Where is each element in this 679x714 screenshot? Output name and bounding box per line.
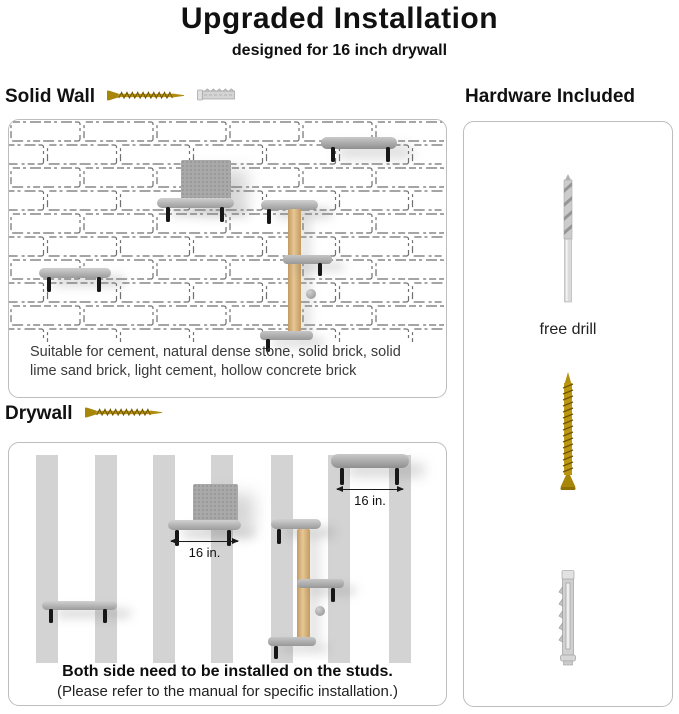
solid-wall-heading-row: [5, 86, 237, 108]
page-title: Upgraded Installation: [180, 2, 499, 35]
shelf-bracket: [395, 468, 399, 485]
drill-label: free drill: [539, 321, 597, 338]
drywall-heading-row: [5, 403, 163, 425]
page-subtitle: designed for 16 inch drywall: [231, 42, 448, 59]
shelf-bracket: [103, 609, 107, 623]
stud-stripe: [36, 455, 58, 663]
shelf-bracket: [267, 209, 271, 224]
hardware-heading-row: [465, 86, 635, 108]
shelf-bracket: [277, 529, 281, 544]
hardware-heading: Hardware Included: [465, 86, 635, 107]
drywall-caption: Both side need to be installed on the studs.: [62, 663, 393, 680]
cat-shelf-illustration: [331, 454, 409, 468]
pole-step-illustration: [268, 637, 316, 646]
cat-shelf-illustration: [271, 519, 321, 529]
toy-ball-illustration: [306, 289, 316, 299]
shelf-bracket: [227, 530, 231, 546]
shelf-bracket: [166, 207, 170, 222]
pole-step-illustration: [297, 579, 344, 588]
stud-stripe: [95, 455, 117, 663]
solid-wall-note: Suitable for cement, natural dense stone, solid brick, solid lime sand brick, light cement, hollow concrete brick: [30, 344, 401, 379]
wall-anchor-icon: [557, 570, 579, 671]
wall-anchor-icon: [197, 86, 237, 108]
dimension-label: 16 in.: [188, 545, 221, 560]
cat-shelf-illustration: [168, 520, 241, 530]
hardware-panel: [463, 121, 673, 707]
screw-icon: [107, 86, 185, 108]
shelf-bracket: [49, 609, 53, 623]
stud-stripe: [271, 455, 293, 663]
shelf-bracket: [318, 263, 322, 276]
dimension-label: 16 in.: [354, 493, 386, 508]
drywall-caption-note: (Please refer to the manual for specific installation.): [57, 683, 398, 700]
toy-ball-illustration: [315, 606, 325, 616]
screw-icon: [559, 372, 577, 497]
shelf-bracket: [274, 646, 278, 659]
cat-condo-illustration: [193, 484, 238, 521]
shelf-bracket: [340, 468, 344, 485]
solid-wall-panel: [8, 119, 447, 398]
dimension-line: [171, 541, 238, 542]
dimension-line: [337, 489, 403, 490]
drywall-panel: [8, 442, 447, 706]
shelf-bracket: [220, 207, 224, 222]
cat-condo-illustration: [181, 160, 231, 199]
brick-wall-pattern: [9, 120, 444, 347]
pole-step-illustration: [283, 255, 332, 264]
screw-icon: [85, 403, 163, 425]
shelf-bracket: [386, 147, 390, 162]
solid-wall-heading: Solid Wall: [5, 86, 96, 107]
shelf-bracket: [331, 147, 335, 162]
scratching-pole-illustration: [288, 209, 301, 333]
shelf-bracket: [331, 588, 335, 602]
shelf-bracket: [47, 277, 51, 292]
shelf-bracket: [97, 277, 101, 292]
drywall-heading: Drywall: [5, 403, 73, 424]
drill-bit-icon: [561, 174, 575, 309]
